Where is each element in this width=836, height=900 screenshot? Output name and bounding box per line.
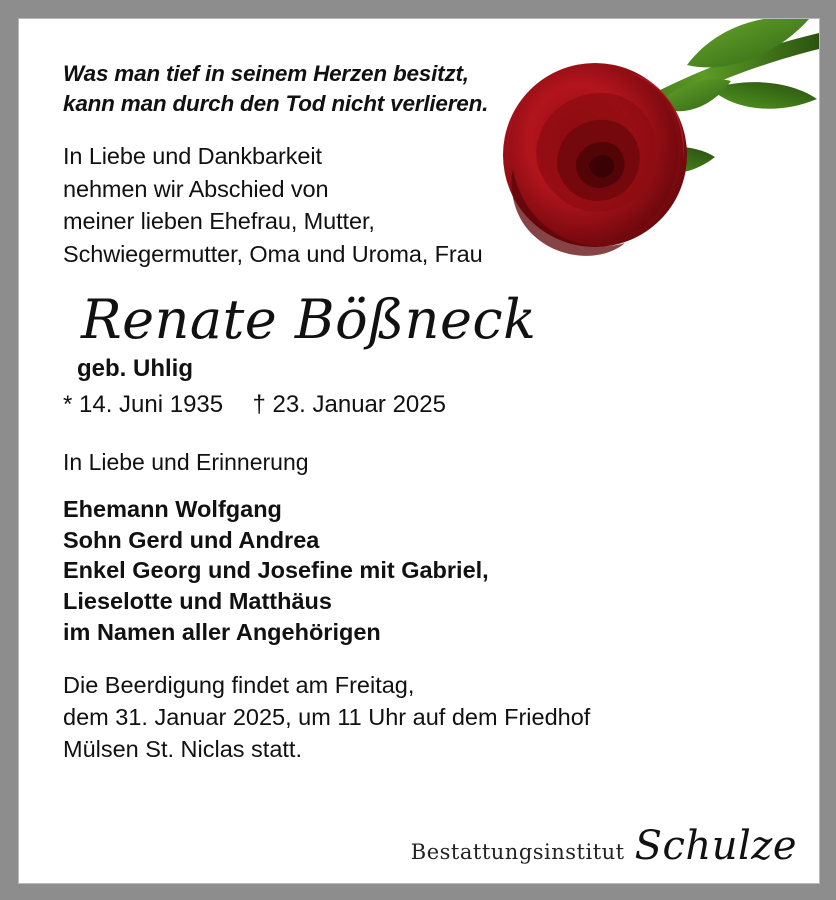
memory-line: In Liebe und Erinnerung bbox=[63, 448, 309, 475]
intro-line: Schwiegermutter, Oma und Uroma, Frau bbox=[63, 240, 483, 267]
birth-date: * 14. Juni 1935 bbox=[63, 390, 224, 418]
funeral-details bbox=[63, 670, 789, 766]
institute-brand: Schulze bbox=[634, 823, 797, 869]
intro-line: In Liebe und Dankbarkeit bbox=[63, 143, 322, 170]
intro-paragraph bbox=[63, 140, 789, 270]
death-date: † 23. Januar 2025 bbox=[252, 390, 446, 418]
notice-text-block bbox=[19, 19, 819, 766]
maiden-name: geb. Uhlig bbox=[77, 354, 193, 382]
funeral-line: Die Beerdigung findet am Freitag, bbox=[63, 671, 415, 698]
obituary-notice-card bbox=[18, 18, 820, 884]
family-line: im Namen aller Angehörigen bbox=[63, 618, 381, 645]
institute-label: Bestattungsinstitut bbox=[410, 840, 625, 864]
funeral-home-logo bbox=[411, 823, 797, 869]
intro-line: meiner lieben Ehefrau, Mutter, bbox=[63, 208, 375, 235]
intro-line: nehmen wir Abschied von bbox=[63, 175, 329, 202]
deceased-name: Renate Bößneck bbox=[81, 288, 537, 352]
memorial-quote: Was man tief in seinem Herzen besitzt, kann man durch den Tod nicht verlieren. bbox=[63, 61, 489, 116]
funeral-line: dem 31. Januar 2025, um 11 Uhr auf dem Friedhof bbox=[63, 703, 591, 730]
family-line: Lieselotte und Matthäus bbox=[63, 588, 332, 615]
family-list bbox=[63, 494, 789, 648]
family-line: Enkel Georg und Josefine mit Gabriel, bbox=[63, 557, 489, 584]
life-dates bbox=[63, 391, 789, 419]
funeral-line: Mülsen St. Niclas statt. bbox=[63, 735, 302, 762]
family-line: Ehemann Wolfgang bbox=[63, 495, 282, 522]
family-line: Sohn Gerd und Andrea bbox=[63, 526, 320, 553]
